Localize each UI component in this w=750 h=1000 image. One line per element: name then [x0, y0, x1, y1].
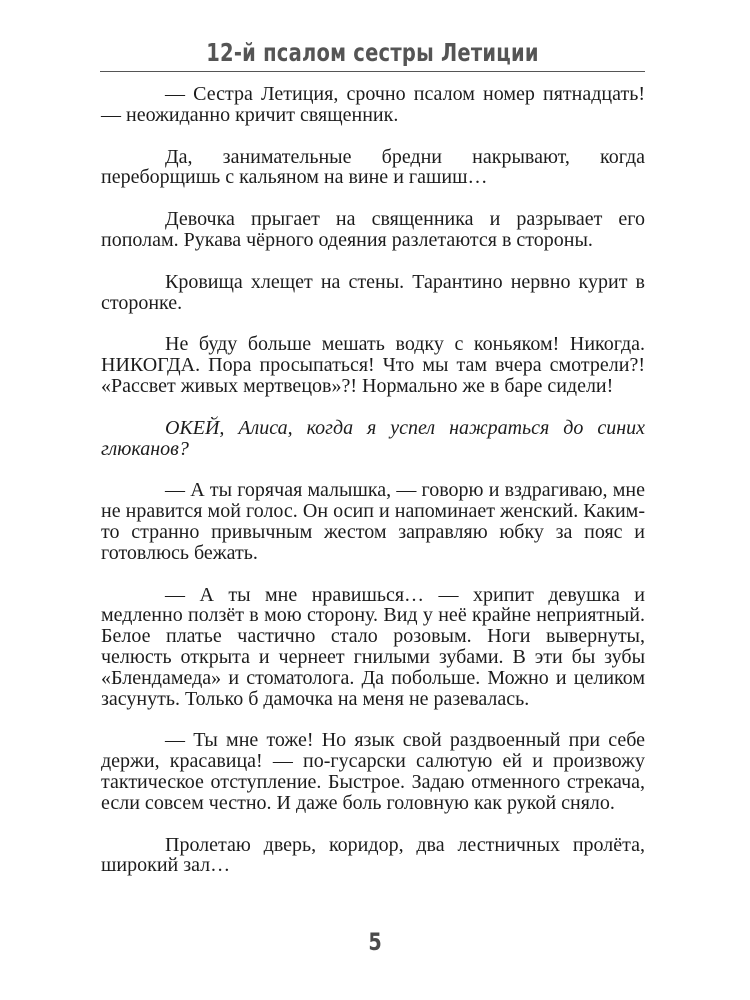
header-rule [100, 71, 645, 72]
paragraph: — А ты горячая малышка, — говорю и вздрагиваю, мне не нравится мой голос. Он осип и напоминает женский. Каким-то странно привычным жестом заправляю юбку за пояс и готовлюсь бежать. [101, 479, 645, 564]
paragraph: Да, занимательные бредни накрывают, когда переборщишь с кальяном на вине и гашиш… [101, 145, 645, 189]
paragraph: Девочка прыгает на священника и разрывает его пополам. Рукава чёрного одеяния разлетаются в стороны. [101, 208, 645, 251]
running-head-title: 12-й псалом сестры Летиции [206, 38, 539, 67]
page-number: 5 [368, 928, 382, 956]
paragraph: Не буду больше мешать водку с коньяком! Никогда. НИКОГДА. Пора просыпаться! Что мы там вчера смотрели?! «Рассвет живых мертвецов»?! Нормально же в баре сидели! [101, 333, 645, 397]
paragraph: — Ты мне тоже! Но язык свой раздвоенный при себе держи, красавица! — по-гусарски салютую ей и произвожу тактическое отступление. Быстрое. Задаю отменного стрекача, если совсем честно. И даже боль головную как рукой сняло. [101, 729, 645, 814]
paragraph: Пролетаю дверь, коридор, два лестничных пролёта, широкий зал… [101, 833, 645, 877]
paragraph-italic-thought: ОКЕЙ, Алиса, когда я успел нажраться до синих глюканов? [101, 416, 645, 460]
paragraph: — Сестра Летиция, срочно псалом номер пятнадцать! — неожиданно кричит священник. [101, 83, 645, 126]
body-text [101, 84, 645, 876]
paragraph: — А ты мне нравишься… — хрипит девушка и медленно ползёт в мою сторону. Вид у неё крайне неприятный. Белое платье частично стало розовым. Ноги вывернуты, челюсть открыта и чернеет гнилыми зубами. В эти бы зубы «Блендамеда» и стоматолога. Да побольше. Можно и целиком засунуть. Только б дамочка на меня не разевалась. [101, 583, 645, 710]
paragraph: Кровища хлещет на стены. Тарантино нервно курит в сторонке. [101, 270, 645, 314]
